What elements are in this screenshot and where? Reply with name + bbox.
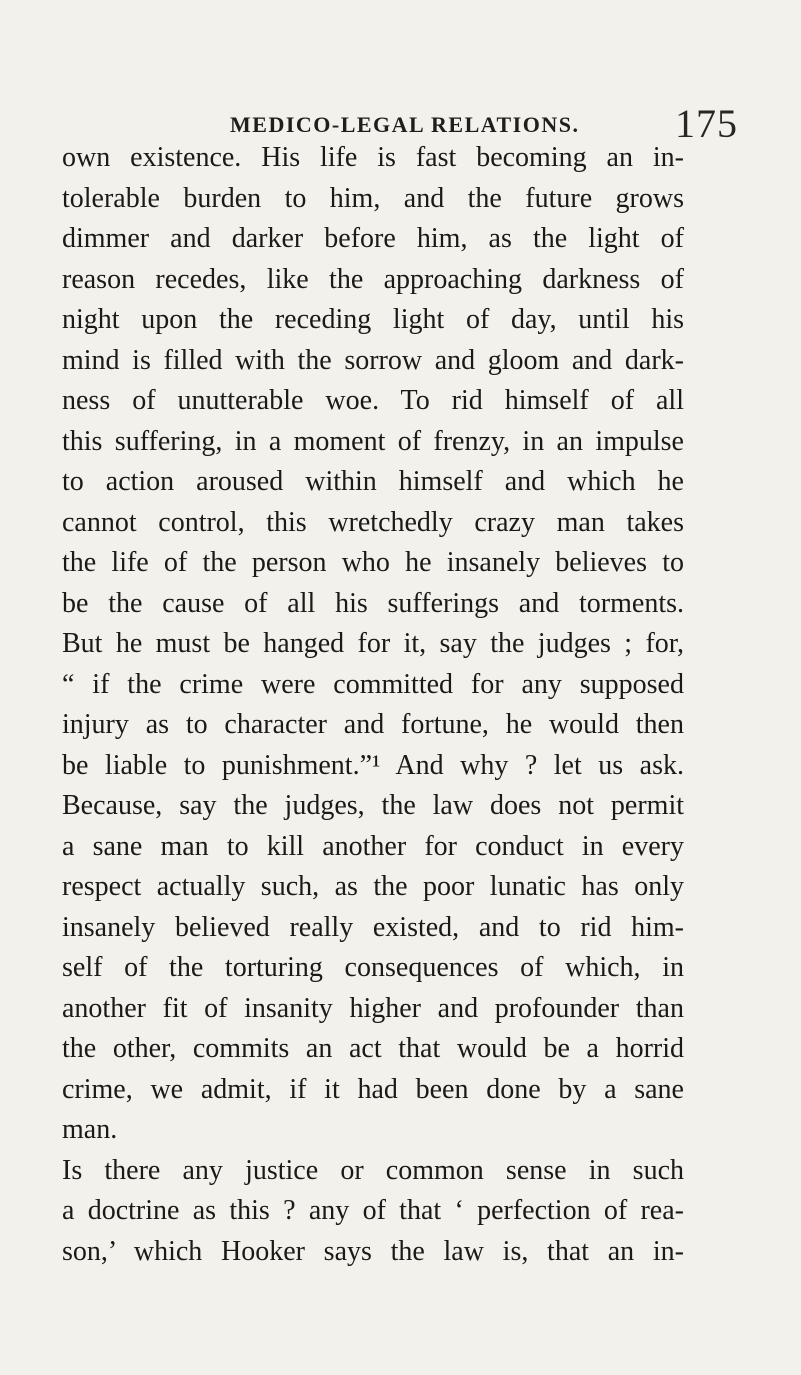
text-line: the other, commits an act that would be a horrid [62,1033,684,1064]
body-text [62,138,684,1272]
text-line: ness of unutterable woe. To rid himself of all [62,385,684,416]
text-line: this suffering, in a moment of frenzy, in an impulse [62,425,684,457]
text-line: to action aroused within himself and which he [62,466,684,497]
text-line: the life of the person who he insanely believes to [62,547,684,578]
text-line: son,’ which Hooker says the law is, that an in- [62,1235,684,1267]
text-line: another fit of insanity higher and profounder than [62,992,684,1024]
text-line: cannot control, this wretchedly crazy man takes [62,506,684,538]
text-line: self of the torturing consequences of which, in [62,952,684,983]
text-line: night upon the receding light of day, until his [62,304,684,335]
text-line: own existence. His life is fast becoming an in- [62,142,684,173]
text-line: be the cause of all his sufferings and torments. [62,587,684,619]
text-line: But he must be hanged for it, say the judges ; for, [62,628,684,659]
text-line: insanely believed really existed, and to rid him- [62,911,684,943]
text-line: Is there any justice or common sense in such [62,1154,684,1186]
text-line: man. [62,1114,118,1145]
text-line: crime, we admit, if it had been done by a sane [62,1073,684,1105]
text-line: injury as to character and fortune, he would then [62,709,684,740]
text-line: dimmer and darker before him, as the light of [62,223,684,254]
text-line: “ if the crime were committed for any supposed [62,668,684,700]
text-line: be liable to punishment.”¹ And why ? let us ask. [62,749,684,781]
text-line: mind is filled with the sorrow and gloom and dark- [62,344,684,376]
page-number: 175 [675,101,738,146]
text-line: tolerable burden to him, and the future grows [62,182,684,214]
text-line: a doctrine as this ? any of that ‘ perfection of rea- [62,1195,684,1226]
running-head: MEDICO-LEGAL RELATIONS. [230,112,580,137]
text-line: a sane man to kill another for conduct in every [62,830,684,862]
text-line: reason recedes, like the approaching darkness of [62,263,684,295]
text-line: respect actually such, as the poor lunatic has only [62,871,684,902]
text-line: Because, say the judges, the law does not permit [62,790,684,821]
